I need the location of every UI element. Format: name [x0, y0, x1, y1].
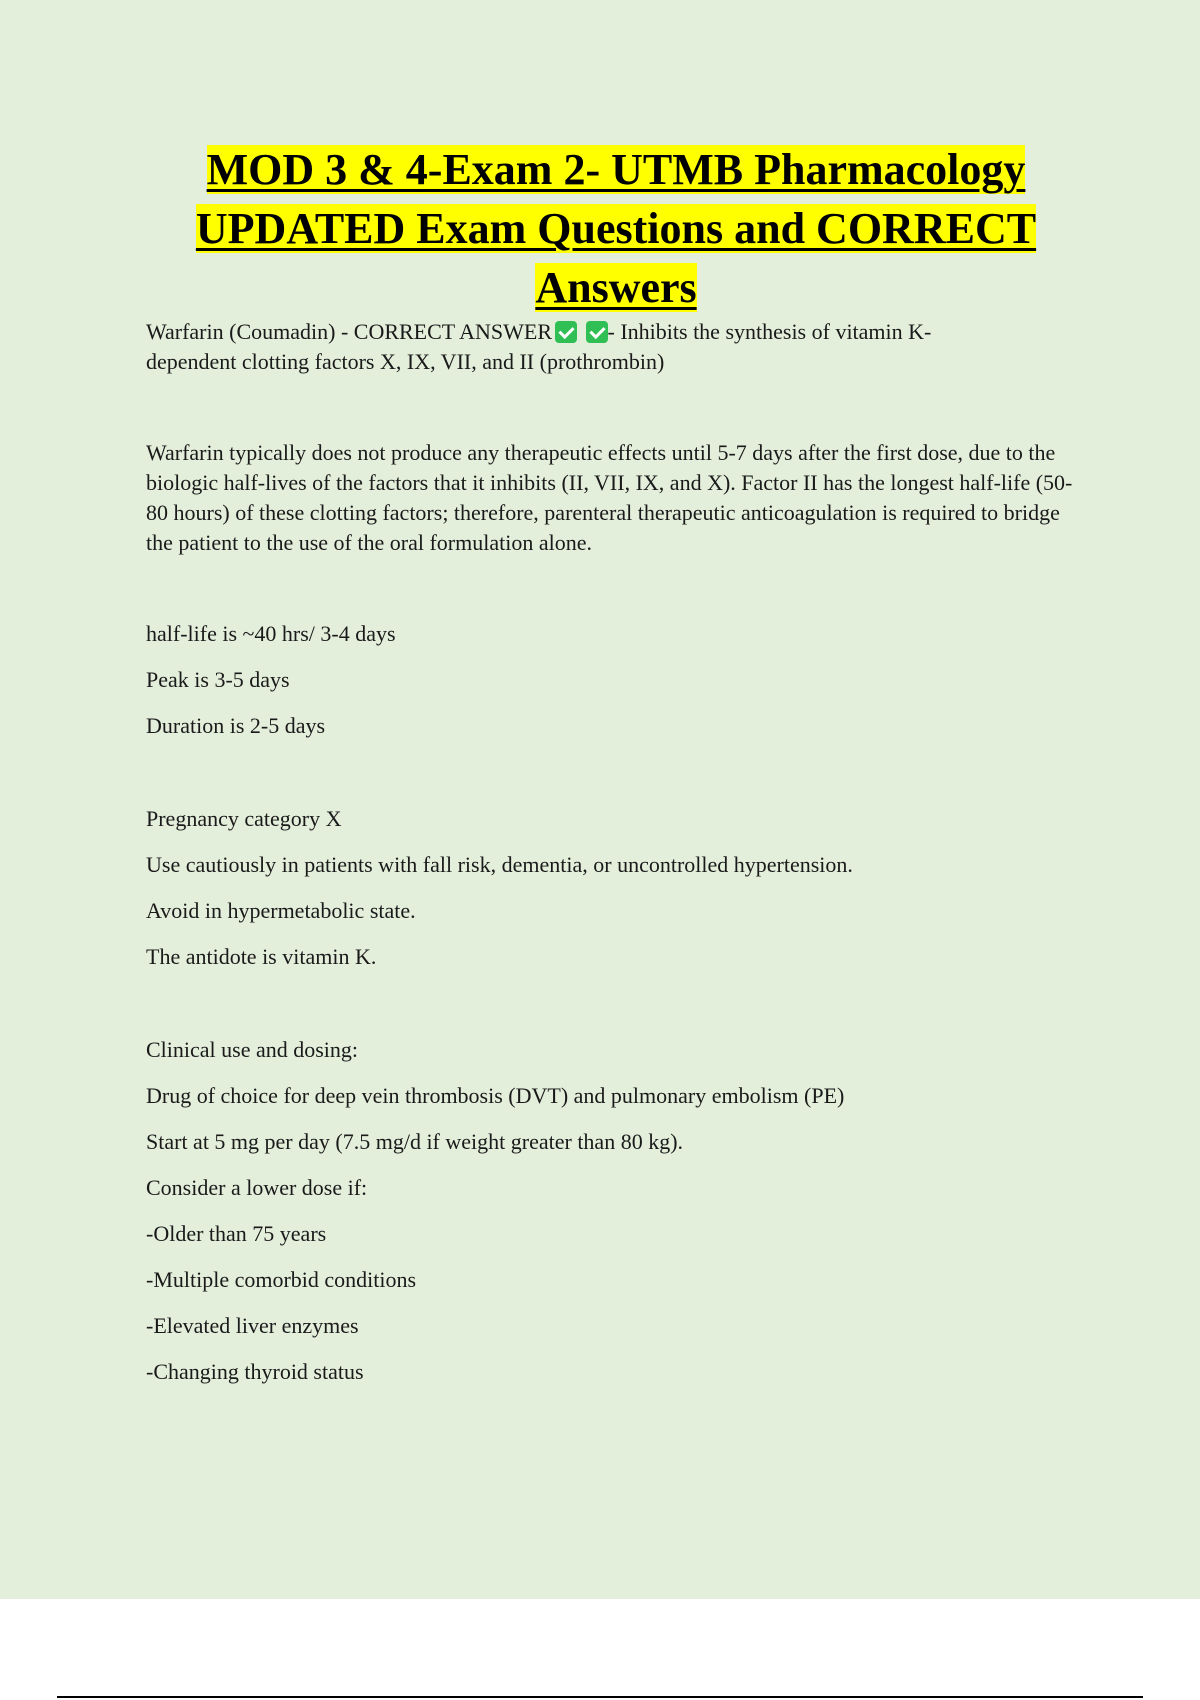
list-item: -Multiple comorbid conditions — [146, 1267, 417, 1292]
list-item: Duration is 2-5 days — [146, 713, 326, 738]
title-line-2: UPDATED Exam Questions and CORRECT — [195, 204, 1037, 253]
title-line-3: Answers — [535, 263, 697, 312]
list-item: -Older than 75 years — [146, 1221, 327, 1246]
title-line-1: MOD 3 & 4-Exam 2- UTMB Pharmacology — [206, 145, 1026, 194]
question-text: Warfarin (Coumadin) - CORRECT ANSWER — [146, 319, 553, 344]
spacer — [146, 558, 1086, 619]
list-item: Start at 5 mg per day (7.5 mg/d if weight greater than 80 kg). — [146, 1129, 684, 1154]
list-item: -Changing thyroid status — [146, 1359, 364, 1384]
document-content — [146, 140, 1086, 1403]
dosing-list — [146, 1035, 1086, 1403]
check-mark-icon — [586, 321, 608, 343]
list-item: Drug of choice for deep vein thrombosis (DVT) and pulmonary embolism (PE) — [146, 1083, 845, 1108]
list-item: Pregnancy category X — [146, 806, 342, 831]
list-item: Consider a lower dose if: — [146, 1175, 368, 1200]
list-item: Avoid in hypermetabolic state. — [146, 898, 416, 923]
list-item: Clinical use and dosing: — [146, 1037, 359, 1062]
document-title — [146, 140, 1086, 317]
question-answer — [146, 317, 1086, 377]
answer-text-2: dependent clotting factors X, IX, VII, and II (prothrombin) — [146, 349, 665, 374]
onset-paragraph: Warfarin typically does not produce any therapeutic effects until 5-7 days after the first dose, due to the biologic half-lives of the factors that it inhibits (II, VII, IX, and X). Factor II has the longest half-life (50-80 hours) of these clotting factors; therefore, parenteral therapeutic anticoagulation is required to bridge the patient to the use of the oral formulation alone. — [146, 440, 1073, 555]
spacer — [146, 988, 1086, 1035]
list-item: -Elevated liver enzymes — [146, 1313, 359, 1338]
list-item: half-life is ~40 hrs/ 3-4 days — [146, 621, 396, 646]
list-item: The antidote is vitamin K. — [146, 944, 377, 969]
list-item: Use cautiously in patients with fall risk, dementia, or uncontrolled hypertension. — [146, 852, 853, 877]
list-item: Peak is 3-5 days — [146, 667, 290, 692]
precautions-list — [146, 804, 1086, 988]
spacer — [146, 757, 1086, 804]
footer-divider — [57, 1696, 1143, 1698]
pharmacokinetics-list — [146, 619, 1086, 757]
spacer — [146, 377, 1086, 438]
answer-text-1: - Inhibits the synthesis of vitamin K- — [607, 319, 932, 344]
check-mark-icon — [555, 321, 577, 343]
